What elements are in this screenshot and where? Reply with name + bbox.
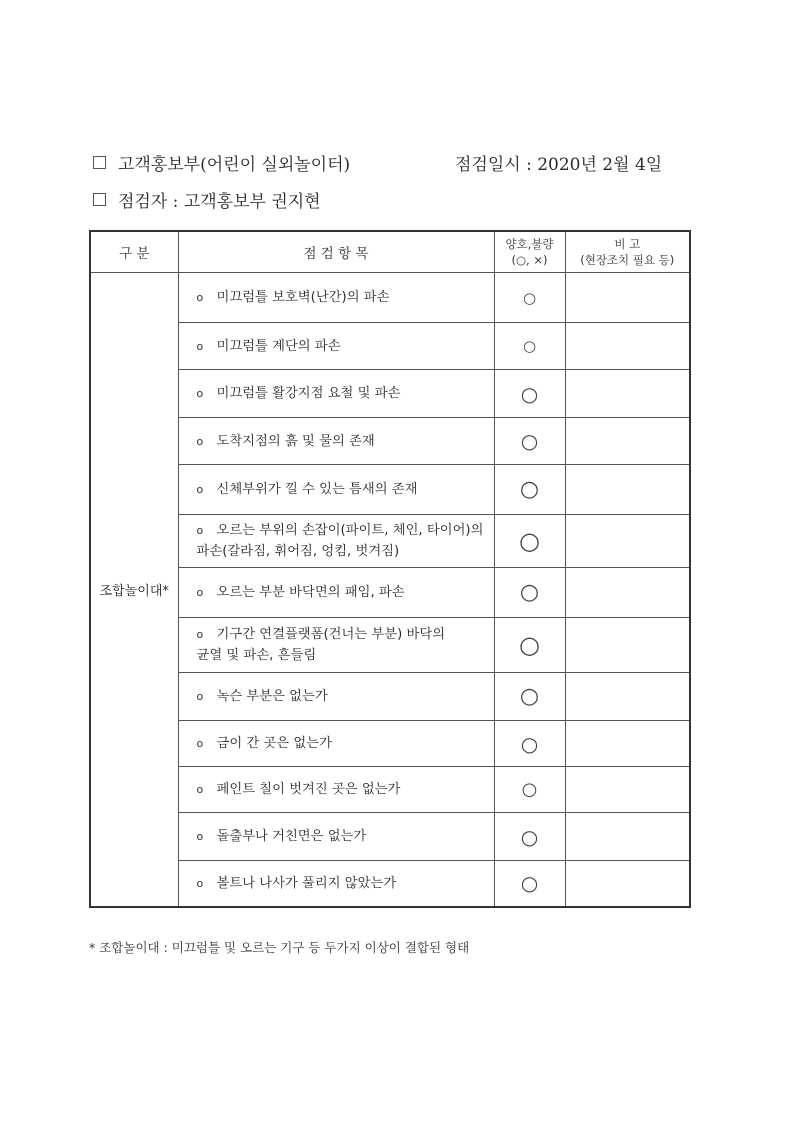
category-cell: 조합놀이대* [90, 273, 178, 907]
item-text: 돌출부나 거친면은 없는가 [216, 829, 367, 844]
checkbox-inspector[interactable] [93, 193, 106, 206]
inspector-label: 점검자 : 고객홍보부 권지현 [118, 192, 321, 212]
bullet-icon: o [196, 339, 204, 353]
item-cell [178, 370, 494, 418]
item-text: 미끄럼틀 계단의 파손 [216, 338, 341, 354]
result-mark: ○ [519, 631, 540, 659]
result-mark: ○ [521, 779, 538, 800]
table-row [90, 673, 690, 721]
bullet-icon: o [196, 434, 204, 448]
table-row [90, 767, 690, 813]
result-cell[interactable] [494, 515, 565, 568]
result-cell[interactable] [494, 673, 565, 721]
remarks-cell[interactable] [565, 618, 690, 673]
department-label: 고객홍보부(어린이 실외놀이터) [118, 155, 351, 175]
item-text: 미끄럼틀 활강지점 요철 및 파손 [216, 386, 401, 401]
remarks-cell[interactable] [565, 370, 690, 418]
header-result [494, 231, 565, 273]
result-mark: ○ [520, 429, 539, 453]
bullet-icon: o [196, 876, 204, 890]
item-text: 기구간 연결플랫폼(건너는 부분) 바닥의 [216, 627, 446, 642]
result-cell[interactable] [494, 861, 565, 907]
table-row [90, 813, 690, 861]
remarks-cell[interactable] [565, 861, 690, 907]
result-cell[interactable] [494, 767, 565, 813]
item-text: 오르는 부위의 손잡이(파이트, 체인, 타이어)의 [216, 523, 484, 538]
footnote: * 조합놀이대 : 미끄럼틀 및 오르는 기구 등 두가지 이상이 결합된 형태 [89, 940, 470, 955]
result-cell[interactable] [494, 418, 565, 465]
item-cell [178, 673, 494, 721]
item-cell [178, 273, 494, 323]
header-remarks-line1: 비 고 [614, 237, 641, 251]
remarks-cell[interactable] [565, 465, 690, 515]
item-text: 페인트 칠이 벗겨진 곳은 없는가 [216, 782, 401, 797]
remarks-cell[interactable] [565, 323, 690, 370]
result-mark: ○ [522, 288, 537, 307]
bullet-icon: o [196, 524, 204, 537]
item-cell [178, 861, 494, 907]
bullet-icon: o [196, 783, 204, 796]
result-mark: ○ [519, 580, 540, 605]
header-remarks [565, 231, 690, 273]
result-cell[interactable] [494, 721, 565, 767]
result-cell[interactable] [494, 568, 565, 618]
table-row [90, 370, 690, 418]
item-text: 금이 간 곳은 없는가 [216, 736, 332, 751]
remarks-cell[interactable] [565, 813, 690, 861]
remarks-cell[interactable] [565, 673, 690, 721]
result-mark: ○ [520, 731, 539, 756]
inspection-table [89, 230, 691, 908]
result-mark: ○ [519, 684, 540, 709]
item-cell [178, 721, 494, 767]
item-cell [178, 323, 494, 370]
bullet-icon: o [196, 830, 204, 843]
result-cell[interactable] [494, 323, 565, 370]
result-cell[interactable] [494, 273, 565, 323]
inspector-line [93, 187, 321, 212]
table-row [90, 418, 690, 465]
result-mark: ○ [519, 527, 540, 555]
remarks-cell[interactable] [565, 418, 690, 465]
bullet-icon: o [196, 628, 204, 641]
item-cell [178, 465, 494, 515]
table-row [90, 861, 690, 907]
item-text: 볼트나 나사가 풀리지 않았는가 [216, 875, 397, 891]
header-category: 구 분 [90, 231, 178, 273]
table-row [90, 568, 690, 618]
table-row [90, 618, 690, 673]
result-mark: ○ [522, 337, 537, 355]
remarks-cell[interactable] [565, 721, 690, 767]
item-text: 신체부위가 낄 수 있는 틈새의 존재 [216, 482, 418, 497]
result-cell[interactable] [494, 370, 565, 418]
bullet-icon: o [196, 483, 204, 496]
header-remarks-line2: (현장조치 필요 등) [580, 253, 675, 267]
checkbox-department[interactable] [93, 156, 106, 169]
remarks-cell[interactable] [565, 515, 690, 568]
result-cell[interactable] [494, 465, 565, 515]
bullet-icon: o [196, 690, 204, 703]
result-mark: ○ [520, 381, 539, 406]
item-text: 미끄럼틀 보호벽(난간)의 파손 [216, 290, 390, 305]
item-text: 오르는 부분 바닥면의 패임, 파손 [216, 585, 405, 600]
item-cell [178, 813, 494, 861]
header-items: 점 검 항 목 [178, 231, 494, 273]
item-text: 도착지점의 흙 및 물의 존재 [216, 433, 375, 449]
remarks-cell[interactable] [565, 767, 690, 813]
item-text-line2: 균열 및 파손, 흔들림 [196, 648, 317, 663]
item-cell [178, 618, 494, 673]
table-header-row [90, 231, 690, 273]
result-mark: ○ [520, 871, 539, 896]
remarks-cell[interactable] [565, 568, 690, 618]
bullet-icon: o [196, 387, 204, 400]
table-row [90, 721, 690, 767]
result-cell[interactable] [494, 618, 565, 673]
table-row [90, 465, 690, 515]
bullet-icon: o [196, 291, 204, 304]
header-result-line2: (○, ×) [511, 253, 548, 267]
item-cell [178, 767, 494, 813]
item-cell [178, 418, 494, 465]
table-row [90, 273, 690, 323]
inspection-date: 점검일시 : 2020년 2월 4일 [455, 155, 663, 175]
result-mark: ○ [520, 824, 539, 849]
department-line [93, 150, 693, 175]
item-cell [178, 568, 494, 618]
table-row [90, 323, 690, 370]
result-cell[interactable] [494, 813, 565, 861]
bullet-icon: o [196, 586, 204, 599]
table-row [90, 515, 690, 568]
item-text: 녹슨 부분은 없는가 [216, 689, 328, 704]
result-mark: ○ [519, 477, 540, 502]
item-text-line2: 파손(갈라짐, 휘어짐, 엉킴, 벗겨짐) [196, 544, 400, 559]
item-cell [178, 515, 494, 568]
remarks-cell[interactable] [565, 273, 690, 323]
bullet-icon: o [196, 737, 204, 750]
header-result-line1: 양호,불량 [505, 237, 554, 251]
